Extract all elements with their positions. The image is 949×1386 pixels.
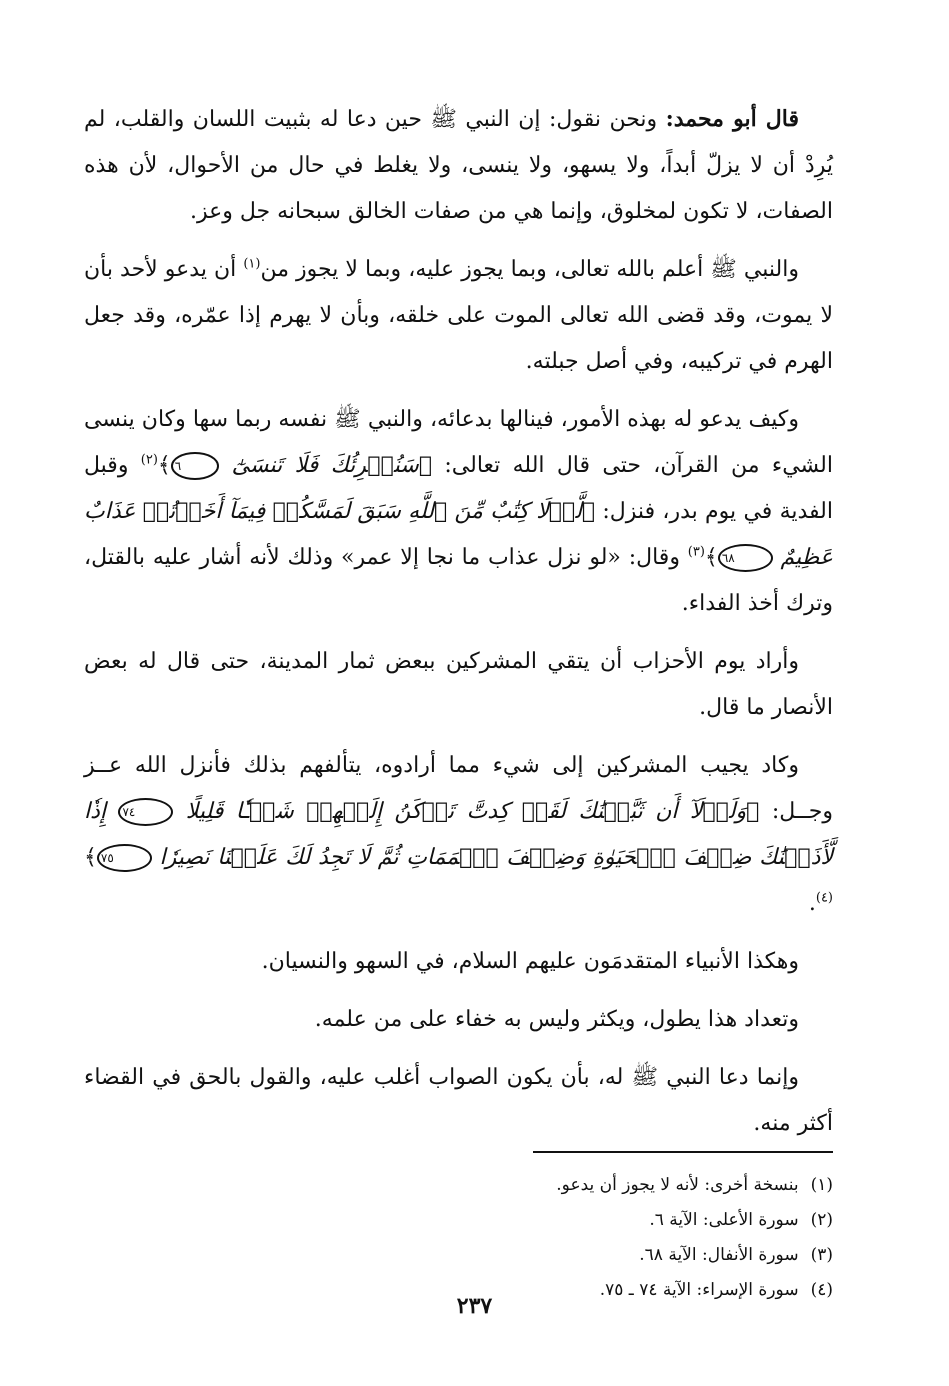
paragraph-6: [84, 939, 833, 985]
footnote-number: (١): [810, 1175, 833, 1195]
footnote-text: سورة الإسراء: الآية ٧٤ ـ ٧٥.: [599, 1280, 799, 1300]
footnote-ref[interactable]: (٢): [140, 452, 158, 468]
footnote-ref[interactable]: (٤): [815, 890, 833, 906]
footnote-number: (٤): [810, 1280, 833, 1300]
paragraph-4: [84, 639, 833, 731]
quran-bracket: ﴾: [704, 545, 718, 570]
footnote-text: سورة الأنفال: الآية ٦٨.: [639, 1245, 799, 1265]
page-body: [84, 96, 833, 1159]
footnote-item: [84, 1238, 833, 1273]
paragraph-punct: .: [808, 891, 816, 916]
footnote-item: [84, 1203, 833, 1238]
paragraph-text: والنبي ﷺ أعلم بالله تعالى، وبما يجوز عليه، وبما لا يجوز من: [260, 257, 799, 282]
paragraph-text: وقال: «لو نزل عذاب ما نجا إلا عمر» وذلك لأنه أشار عليه بالقتل، وترك أخذ الفداء.: [84, 545, 833, 616]
aya-number-icon: ٦: [171, 452, 219, 480]
footnote-item: [84, 1168, 833, 1203]
footnote-ref[interactable]: (٣): [687, 544, 705, 560]
aya-number-icon: ٧٤: [118, 798, 173, 826]
paragraph-text: ونحن نقول: إن النبي ﷺ حين دعا له بثبيت اللسان والقلب، لم يُرِدْ أن لا يزلّ أبداً، ولا يسهو، ولا ينسى، ولا يغلط في حال من الأحوال، لأن هذه الصفات، لا تكون لمخلوق، وإنما هي من صفات الخالق سبحانه جل وعز.: [84, 107, 833, 224]
footnote-text: سورة الأعلى: الآية ٦.: [649, 1210, 799, 1230]
aya-number-icon: ٧٥: [97, 844, 152, 872]
footnotes: [84, 1168, 833, 1308]
quran-bracket: ﴾: [157, 453, 171, 478]
quran-bracket: ﴾: [84, 845, 97, 870]
paragraph-3: [84, 397, 833, 627]
footnote-number: (٢): [810, 1210, 833, 1230]
aya-number-icon: ٦٨: [718, 544, 773, 572]
paragraph-text: وهكذا الأنبياء المتقدمَون عليهم السلام، في السهو والنسيان.: [261, 949, 799, 974]
footnote-text: بنسخة أخرى: لأنه لا يجوز أن يدعو.: [556, 1175, 799, 1195]
paragraph-text: وتعداد هذا يطول، ويكثر وليس به خفاء على من علمه.: [314, 1007, 799, 1032]
paragraph-text: وكاد يجيب المشركين إلى شيء مما أرادوه، يتألفهم بذلك فأنزل الله عــز وجــل:: [84, 753, 834, 824]
page-number: ٢٣٧: [456, 1293, 493, 1319]
quran-verse: ﴿سَنُقۡرِئُكَ فَلَا تَنسَىٰٓ: [231, 453, 433, 478]
quran-verse: ﴿لَّوۡلَا كِتَٰبٌ مِّنَ ٱللَّهِ سَبَقَ لَمَسَّكُمۡ فِيمَآ أَخَذۡتُمۡ عَذَابٌ عَظِيمٌ: [84, 499, 833, 570]
quran-verse: ﴿وَلَوۡلَآ أَن ثَبَّتۡنَٰكَ لَقَدۡ كِدتَّ تَرۡكَنُ إِلَيۡهِمۡ شَيۡـٔٗا قَلِيلًا: [185, 799, 760, 824]
footnote-number: (٣): [810, 1245, 833, 1265]
paragraph-text: وكيف يدعو له بهذه الأمور، فينالها بدعائه، والنبي ﷺ نفسه ربما سها وكان ينسى الشيء من القرآن، حتى قال الله تعالى:: [84, 407, 833, 478]
footnote-ref[interactable]: (١): [243, 256, 261, 272]
paragraph-5: [84, 743, 833, 927]
paragraph-1: [84, 96, 833, 235]
paragraph-text: وأراد يوم الأحزاب أن يتقي المشركين ببعض ثمار المدينة، حتى قال له بعض الأنصار ما قال.: [84, 649, 833, 720]
paragraph-text: وإنما دعا النبي ﷺ له، بأن يكون الصواب أغلب عليه، والقول بالحق في القضاء أكثر منه.: [84, 1065, 833, 1136]
quran-verse: إِذٗا لَّأَذَقۡنَٰكَ ضِعۡفَ ٱلۡحَيَوٰةِ وَضِعۡفَ ٱلۡمَمَاتِ ثُمَّ لَا تَجِدُ لَكَ عَلَيۡنَا نَصِيرٗا: [84, 799, 834, 870]
paragraph-text: أن يدعو لأحد بأن لا يموت، وقد قضى الله تعالى الموت على خلقه، وبأن لا يهرم إذا عمّره، وقد جعل الهرم في تركيبه، وفي أصل جبلته.: [84, 257, 833, 374]
paragraph-2: [84, 247, 833, 385]
speaker-label: قال أبو محمد:: [665, 106, 799, 132]
footnote-separator: [533, 1151, 833, 1153]
paragraph-8: [84, 1055, 833, 1147]
paragraph-7: [84, 997, 833, 1043]
paragraph-text: وقبل الفدية في يوم بدر، فنزل:: [84, 453, 833, 524]
